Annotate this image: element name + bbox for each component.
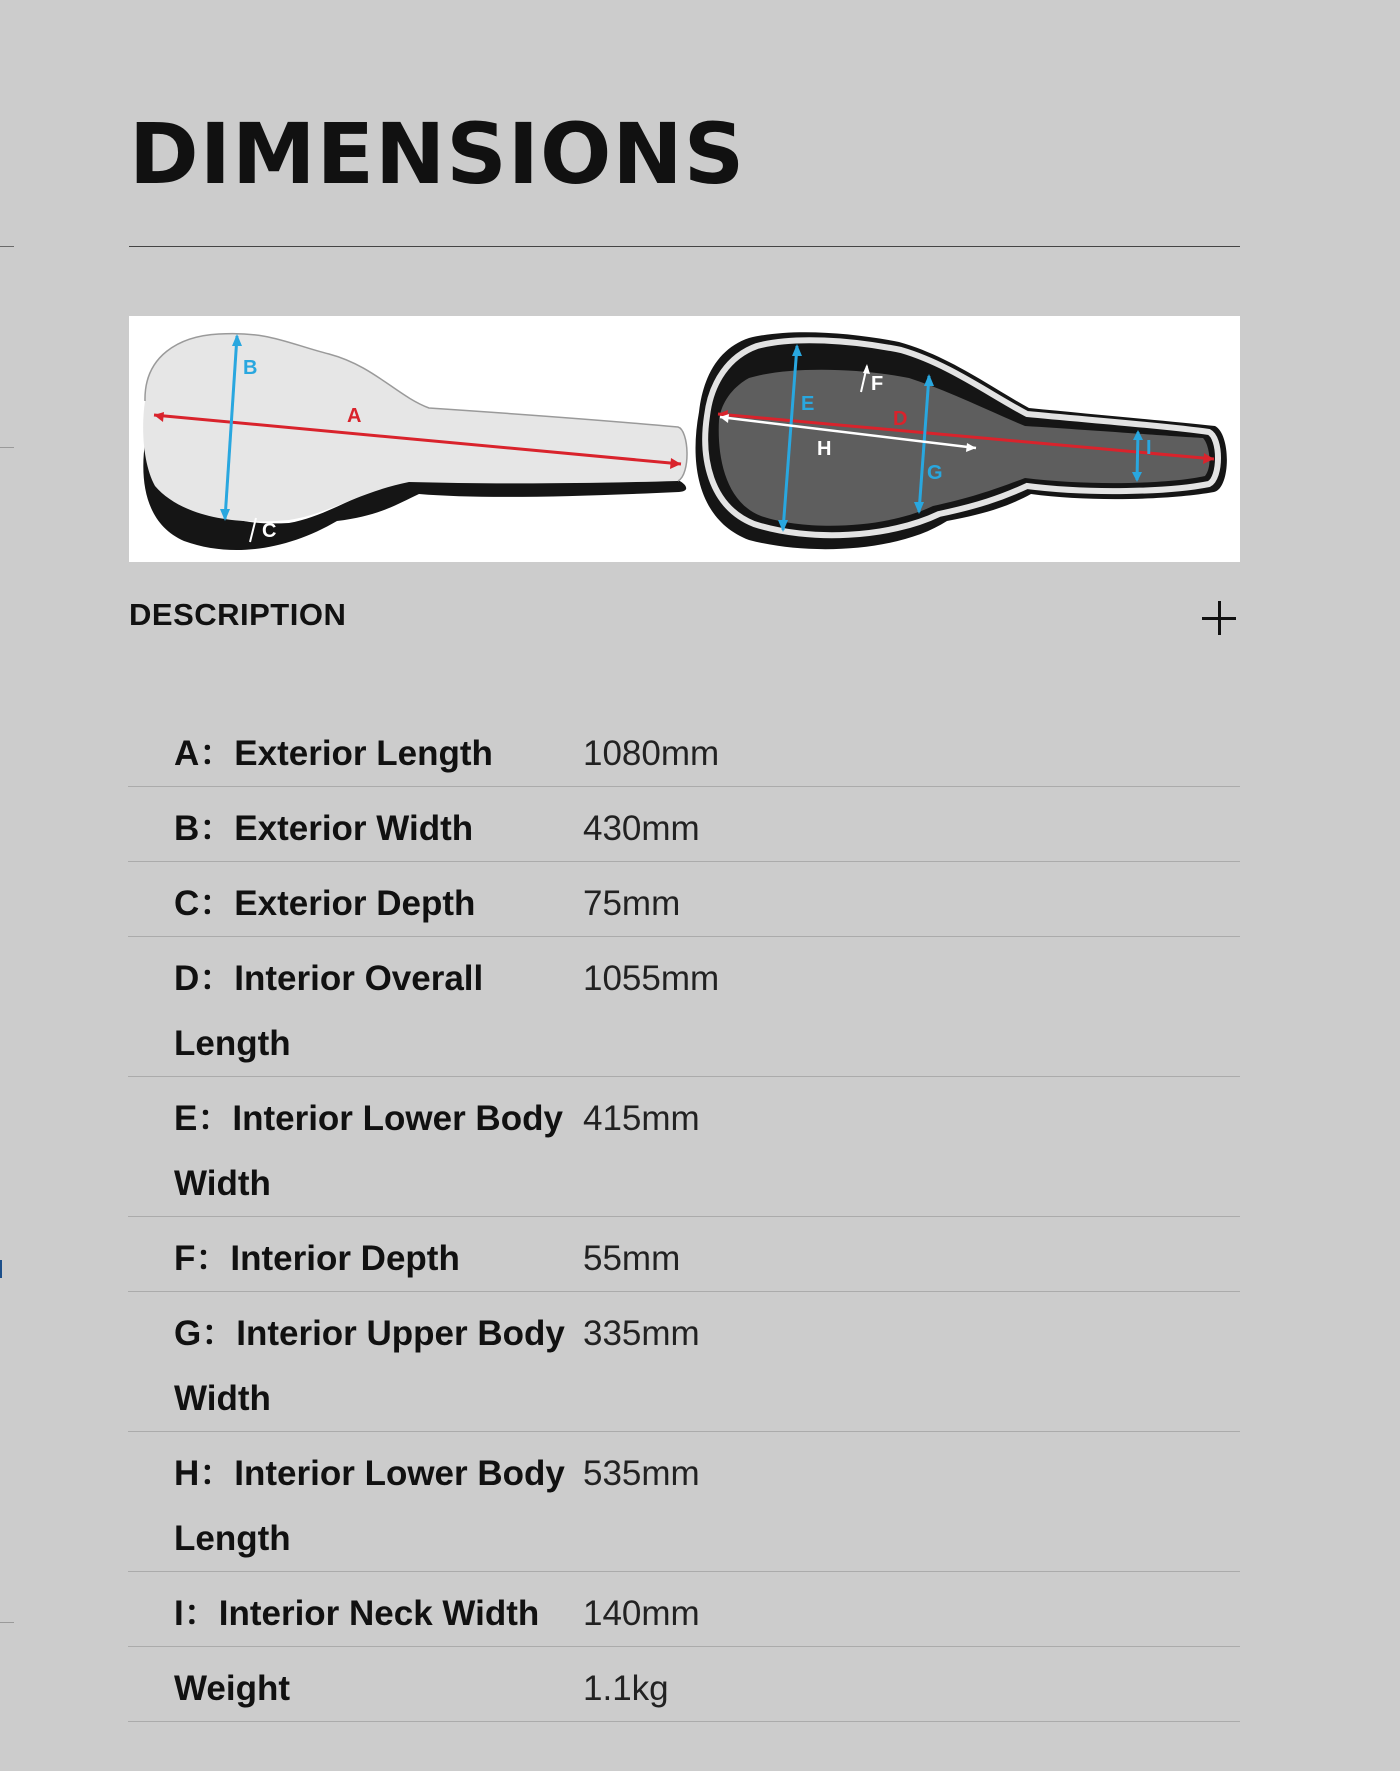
spec-value: 1.1kg	[583, 1647, 1240, 1722]
spec-label: I：Interior Neck Width	[128, 1572, 583, 1647]
spec-label: F：Interior Depth	[128, 1217, 583, 1292]
table-row	[128, 937, 1240, 1077]
spec-value: 1080mm	[583, 712, 1240, 787]
marker-h: H	[817, 438, 832, 460]
table-row	[128, 1647, 1240, 1722]
marker-f: F	[871, 373, 884, 395]
table-row	[128, 1077, 1240, 1217]
spec-label: C：Exterior Depth	[128, 862, 583, 937]
spec-value: 415mm	[583, 1077, 1240, 1217]
page-title: DIMENSIONS	[129, 105, 746, 203]
edge-mark-top	[0, 246, 14, 247]
spec-value: 430mm	[583, 787, 1240, 862]
marker-b: B	[243, 357, 258, 379]
spec-value: 535mm	[583, 1432, 1240, 1572]
marker-a: A	[347, 405, 362, 427]
table-row	[128, 1217, 1240, 1292]
description-label: DESCRIPTION	[129, 597, 347, 632]
table-row	[128, 862, 1240, 937]
marker-i: I	[1146, 437, 1152, 459]
spec-label: Weight	[128, 1647, 583, 1722]
table-row	[128, 1292, 1240, 1432]
case-dimensions-diagram	[129, 316, 1240, 562]
spec-value: 55mm	[583, 1217, 1240, 1292]
title-divider	[129, 246, 1240, 247]
edge-mark-bottom	[0, 1622, 14, 1623]
spec-label: H：Interior Lower Body Length	[128, 1432, 583, 1572]
table-row	[128, 1572, 1240, 1647]
specifications-table	[128, 712, 1240, 1722]
marker-e: E	[801, 393, 815, 415]
description-toggle[interactable]	[129, 588, 1240, 642]
table-row	[128, 787, 1240, 862]
spec-value: 140mm	[583, 1572, 1240, 1647]
spec-label: D：Interior Overall Length	[128, 937, 583, 1077]
table-row	[128, 1432, 1240, 1572]
spec-value: 335mm	[583, 1292, 1240, 1432]
marker-d: D	[893, 408, 908, 430]
table-row	[128, 712, 1240, 787]
edge-mark-blue	[0, 1260, 2, 1278]
spec-label: E：Interior Lower Body Width	[128, 1077, 583, 1217]
spec-value: 1055mm	[583, 937, 1240, 1077]
edge-mark-mid	[0, 447, 14, 448]
spec-label: G：Interior Upper Body Width	[128, 1292, 583, 1432]
marker-g: G	[927, 462, 943, 484]
plus-icon[interactable]	[1202, 601, 1236, 635]
spec-label: A：Exterior Length	[128, 712, 583, 787]
spec-value: 75mm	[583, 862, 1240, 937]
marker-c: C	[262, 520, 277, 542]
spec-label: B：Exterior Width	[128, 787, 583, 862]
